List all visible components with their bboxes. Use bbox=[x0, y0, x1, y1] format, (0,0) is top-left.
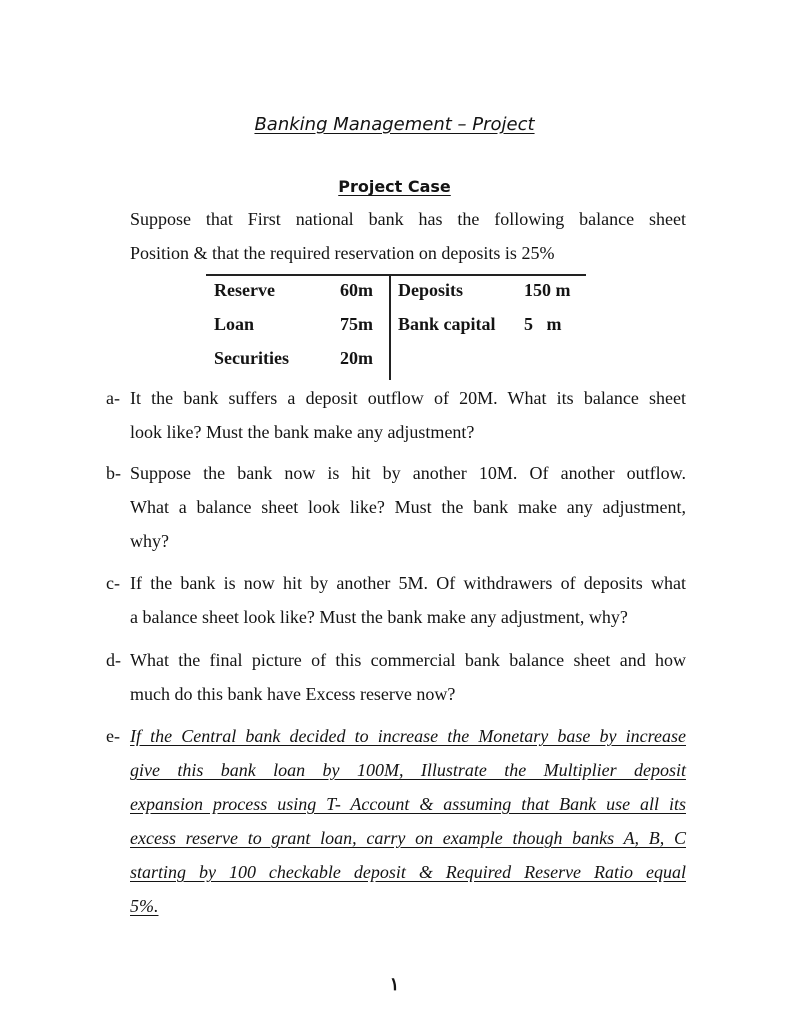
section-heading: Project Case bbox=[338, 177, 451, 196]
question-d-line-2: much do this bank have Excess reserve now? bbox=[130, 684, 456, 704]
asset-value: 20m bbox=[340, 348, 373, 368]
document-title: Banking Management – Project bbox=[254, 114, 535, 135]
t-account-top-rule bbox=[206, 274, 586, 276]
liability-value: 5 m bbox=[524, 314, 562, 334]
question-b-line-3: why? bbox=[130, 531, 169, 551]
question-e-line-2: give this bank loan by 100M, Illustrate the Multiplier deposit bbox=[130, 760, 686, 780]
question-marker: e- bbox=[106, 726, 120, 746]
question-a-line-2: look like? Must the bank make any adjustment? bbox=[130, 422, 475, 442]
liability-value: 150 m bbox=[524, 280, 571, 300]
asset-value: 60m bbox=[340, 280, 373, 300]
question-c-line-2: a balance sheet look like? Must the bank make any adjustment, why? bbox=[130, 607, 628, 627]
question-marker: d- bbox=[106, 650, 121, 670]
intro-line-2: Position & that the required reservation on deposits is 25% bbox=[130, 243, 555, 263]
liability-label: Deposits bbox=[398, 280, 464, 300]
question-e-line-6: 5%. bbox=[130, 896, 159, 916]
page-number: ١ bbox=[389, 974, 400, 994]
t-account-divider bbox=[389, 274, 391, 380]
asset-value: 75m bbox=[340, 314, 373, 334]
question-marker: c- bbox=[106, 573, 120, 593]
question-a-line-1: It the bank suffers a deposit outflow of 20M. What its balance sheet bbox=[130, 388, 686, 408]
question-c-line-1: If the bank is now hit by another 5M. Of withdrawers of deposits what bbox=[130, 573, 686, 593]
question-d-line-1: What the final picture of this commercial bank balance sheet and how bbox=[130, 650, 686, 670]
intro-line-1: Suppose that First national bank has the following balance sheet bbox=[130, 209, 686, 229]
question-e-line-3: expansion process using T- Account & assuming that Bank use all its bbox=[130, 794, 686, 814]
question-marker: a- bbox=[106, 388, 120, 408]
balance-sheet-t-account bbox=[206, 274, 586, 380]
asset-label: Loan bbox=[214, 314, 255, 334]
question-b-line-2: What a balance sheet look like? Must the bank make any adjustment, bbox=[130, 497, 686, 517]
asset-label: Securities bbox=[214, 348, 289, 368]
question-e-line-5: starting by 100 checkable deposit & Required Reserve Ratio equal bbox=[130, 862, 686, 882]
question-e-line-1: If the Central bank decided to increase the Monetary base by increase bbox=[130, 726, 686, 746]
question-b-line-1: Suppose the bank now is hit by another 10M. Of another outflow. bbox=[130, 463, 686, 483]
asset-label: Reserve bbox=[214, 280, 275, 300]
question-e-line-4: excess reserve to grant loan, carry on example though banks A, B, C bbox=[130, 828, 686, 848]
question-marker: b- bbox=[106, 463, 121, 483]
liability-label: Bank capital bbox=[398, 314, 496, 334]
